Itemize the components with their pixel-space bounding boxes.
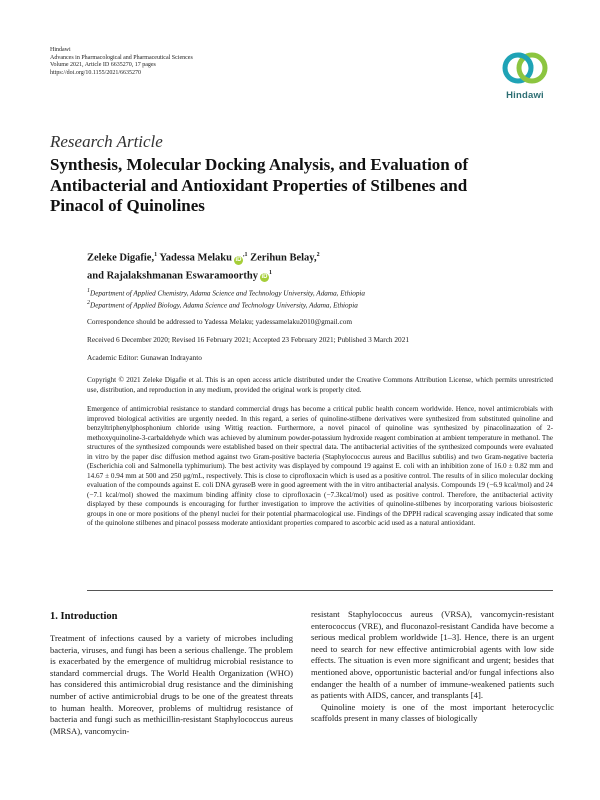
intro-column-left: Treatment of infections caused by a variety of microbes including bacteria, viruses, and fungi has been a serious challenge. The problem is exacerbated by the emergence of multidrug microbial resistance to standard commercial drugs. The World Health Organization (WHO) has considered this antimicrobial drug resistance and the diminishing number of active antimicrobial drugs to be one of the greatest threats to human health. Moreover, problems of multidrug resistance of bacteria and fungi such as methicillin-resistant Staphylococcus aureus (MRSA), vancomycin-	[50, 633, 293, 736]
affiliation-text: Department of Applied Chemistry, Adama Science and Technology University, Adama, Ethiopia	[90, 289, 366, 298]
doi-link[interactable]: https://doi.org/10.1155/2021/6635270	[50, 69, 142, 76]
section-heading: 1. Introduction	[50, 611, 118, 622]
intro-column-right	[311, 609, 554, 725]
affiliation-item	[87, 299, 557, 311]
author-affiliation-mark: 2	[316, 252, 320, 258]
publication-dates: Received 6 December 2020; Revised 16 February 2021; Accepted 23 February 2021; Published 3 March 2021	[87, 335, 409, 344]
author-name: Zerihun Belay,	[250, 252, 317, 264]
volume-info: Volume 2021, Article ID 6635270, 17 pages	[50, 62, 156, 69]
academic-editor: Academic Editor: Gunawan Indrayanto	[87, 353, 202, 362]
logo-wordmark: Hindawi	[506, 90, 544, 101]
author-affiliation-mark: ,1	[242, 252, 248, 258]
affiliation-text: Department of Applied Biology, Adama Science and Technology University, Adama, Ethiopia	[90, 301, 358, 310]
author-name: Zeleke Digafie,	[87, 252, 155, 264]
orcid-icon[interactable]: iD	[235, 256, 242, 263]
journal-name: Advances in Pharmacological and Pharmaceutical Sciences	[50, 54, 193, 61]
author-line-1	[87, 248, 557, 266]
abstract: Emergence of antimicrobial resistance to standard commercial drugs has become a critical public health concern worldwide. Hence, novel antimicrobials with improved biological activities are urgently needed. In this regard, a series of quinoline-stilbene derivatives were synthesized from substituted quinoline and benzyltriphenylphosphonium chloride using Wittig reaction. Furthermore, a novel pinacol of quinoline was synthesized by pinacolinazation of 2-methoxyquinoline-3-carbaldehyde which was achieved by aluminum powder-potassium hydroxide reagent combination at ambient temperature in methanol. The structures of the synthesized compounds were established based on their spectral data. The antibacterial activities of the synthesized compounds were evaluated in vitro by the paper disc diffusion method against two Gram-positive bacteria (Staphylococcus aureus and Bacillus subtilis) and two Gram-negative bacteria (Escherichia coli and Salmonella typhimurium). The best activity was displayed by compound 19 against E. coli with an inhibition zone of 16.0 ± 0.82 mm and 14.67 ± 0.94 mm at 500 and 250 μg/mL, respectively. This is close to ciprofloxacin which is used as a positive control. The results of in silico molecular docking evaluation of the compounds against E. coli DNA gyraseB were in good agreement with the in vitro antibacterial analysis. Compounds 19 (−6.9 kcal/mol) and 24 (−7.1 kcal/mol) showed the maximum binding affinity close to ciprofloxacin (−7.3kcal/mol) used as positive control. Therefore, the antibacterial activity displayed by these compounds is encouraging for further investigation to improve the activities of quinoline-stilbenes by incorporating various bioisosteric groups in one or more positions of the phenyl nuclei for their potential pharmacological use. Findings of the DPPH radical scavenging assay indicated that some of the quinolone stilbenes and pinacol possess moderate antioxidant properties compared to ascorbic acid used as a natural antioxidant.	[87, 405, 553, 527]
author-name: Rajalakshmanan Eswaramoorthy	[106, 270, 258, 281]
article-type: Research Article	[50, 132, 163, 151]
author-conjunction: and	[87, 270, 104, 281]
copyright-notice: Copyright © 2021 Zeleke Digafie et al. This is an open access article distributed under the Creative Commons Attribution License, which permits unrestricted use, distribution, and reproduction in any medium, provided the original work is properly cited.	[87, 376, 553, 394]
intro-paragraph: resistant Staphylococcus aureus (VRSA), vancomycin-resistant enterococcus (VRE), and fluconazol-resistant Candida have become a serious medical problem worldwide [1–3]. Hence, there is an urgent need to search for new effective antimicrobial agents with low side effects. The situation is even more significant and urgent; besides that mentioned above, opportunistic bacterial and/or fungal infections also endanger the health of a number of immune-weakened patients such as patients with AIDS, cancer, and transplants [4].	[311, 609, 554, 701]
article-title: Synthesis, Molecular Docking Analysis, and Evaluation of Antibacterial and Antioxidant Properties of Stilbenes and Pinacol of Quinolines	[50, 155, 469, 215]
hindawi-logo	[496, 48, 554, 104]
affiliation-mark: 1	[87, 288, 90, 294]
intro-paragraph: Quinoline moiety is one of the most important heterocyclic scaffolds present in many classes of biologically	[311, 701, 554, 724]
author-affiliation-mark: 1	[268, 269, 272, 276]
journal-info	[50, 47, 350, 77]
divider	[87, 590, 553, 591]
affiliations	[87, 287, 557, 311]
hindawi-logo-icon	[500, 48, 550, 88]
author-list	[87, 248, 557, 283]
publisher-name: Hindawi	[50, 47, 71, 53]
orcid-icon[interactable]: iD	[261, 274, 268, 280]
affiliation-mark: 2	[87, 299, 90, 306]
author-affiliation-mark: 1	[154, 252, 158, 258]
affiliation-item	[87, 287, 557, 299]
author-name: Yadessa Melaku	[159, 252, 232, 264]
correspondence: Correspondence should be addressed to Yadessa Melaku; yadessamelaku2010@gmail.com	[87, 317, 353, 326]
author-line-2	[87, 266, 557, 284]
